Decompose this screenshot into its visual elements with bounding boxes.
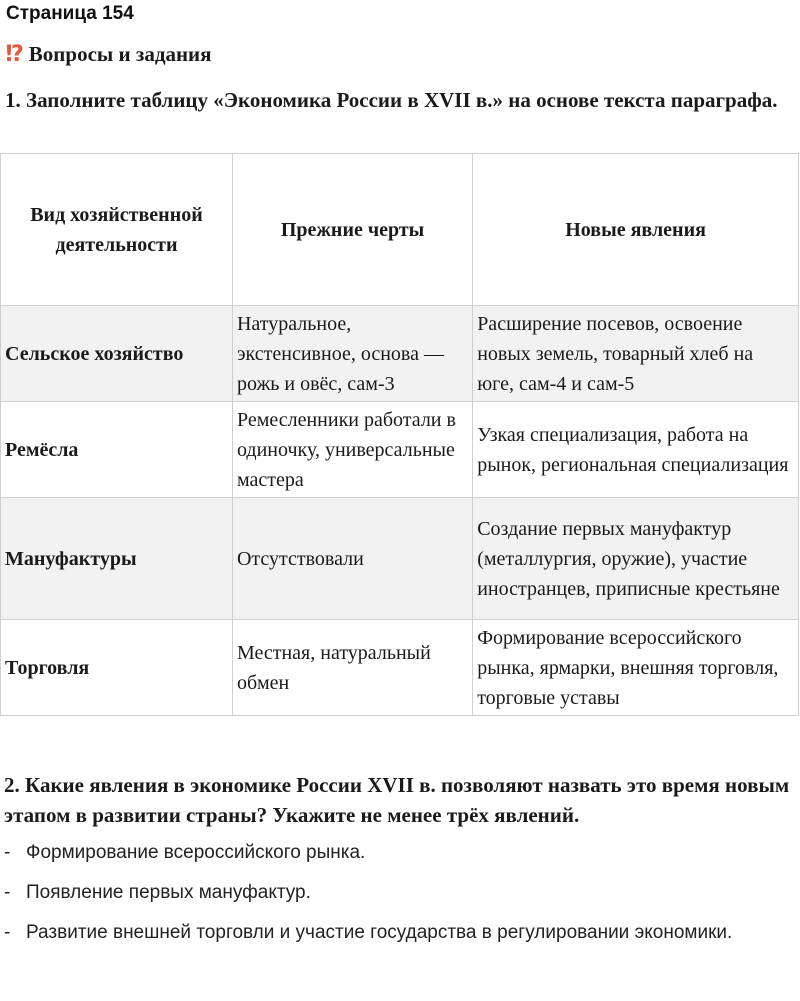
- section-title: Вопросы и задания: [28, 42, 212, 66]
- column-header-old: Прежние черты: [232, 154, 472, 306]
- row-kind-cell: Торговля: [1, 620, 233, 716]
- answer-text: Развитие внешней торговли и участие государства в регулировании экономики.: [26, 922, 733, 943]
- column-header-new: Новые явления: [473, 154, 799, 306]
- list-dash-marker: -: [4, 922, 11, 943]
- question-2-text: 2. Какие явления в экономике России XVII в. позволяют назвать это время новым этапом в развитии страны? Укажите не менее трёх явлений.: [4, 773, 790, 827]
- list-item: [0, 918, 790, 948]
- table-row: [1, 306, 799, 402]
- row-old-cell: Отсутствовали: [232, 498, 472, 620]
- column-header-kind: Вид хозяйственной деятельности: [1, 154, 233, 306]
- table-row: [1, 498, 799, 620]
- list-item: [0, 878, 790, 908]
- table-row: [1, 620, 799, 716]
- section-heading: [4, 42, 212, 67]
- table-header-row: [1, 154, 799, 306]
- row-new-cell: Расширение посевов, освоение новых земель, товарный хлеб на юге, сам-4 и сам-5: [473, 306, 799, 402]
- list-item: [0, 838, 790, 868]
- row-kind-cell: Мануфактуры: [1, 498, 233, 620]
- row-old-cell: Ремесленники работали в одиночку, универсальные мастера: [232, 402, 472, 498]
- exclamation-question-icon: !?: [4, 42, 21, 67]
- answer-text: Появление первых мануфактур.: [26, 882, 311, 903]
- row-old-cell: Местная, натуральный обмен: [232, 620, 472, 716]
- row-new-cell: Узкая специализация, работа на рынок, региональная специализация: [473, 402, 799, 498]
- row-new-cell: Создание первых мануфактур (металлургия, оружие), участие иностранцев, приписные крестьяне: [473, 498, 799, 620]
- answer-text: Формирование всероссийского рынка.: [26, 842, 366, 863]
- row-kind-cell: Ремёсла: [1, 402, 233, 498]
- table-row: [1, 402, 799, 498]
- page-number-label: Страница 154: [6, 3, 134, 24]
- row-new-cell: Формирование всероссийского рынка, ярмарки, внешняя торговля, торговые уставы: [473, 620, 799, 716]
- row-kind-cell: Сельское хозяйство: [1, 306, 233, 402]
- answer-list: [0, 838, 790, 958]
- list-dash-marker: -: [4, 882, 11, 903]
- row-old-cell: Натуральное, экстенсивное, основа — рожь и овёс, сам-3: [232, 306, 472, 402]
- economy-table: [0, 153, 799, 716]
- question-1-text: 1. Заполните таблицу «Экономика России в XVII в.» на основе текста параграфа.: [5, 88, 778, 112]
- list-dash-marker: -: [4, 842, 11, 863]
